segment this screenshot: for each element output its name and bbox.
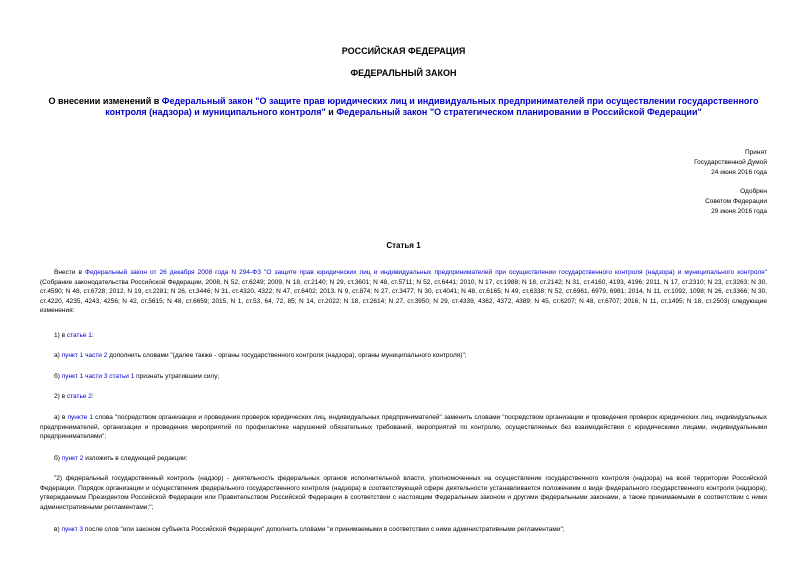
item-2c-pre: в) xyxy=(54,526,62,533)
item-2c-post: после слов "или законом субъекта Российской Федерации" дополнить словами "и принимаемыми в соответствии с ними административными регламентами"; xyxy=(83,526,565,533)
federation-heading: РОССИЙСКАЯ ФЕДЕРАЦИЯ xyxy=(341,46,466,56)
title-middle: и xyxy=(325,107,337,117)
item-2c xyxy=(40,525,767,535)
item-2c-link[interactable]: пункт 3 xyxy=(61,526,84,533)
quoted-definition: "2) федеральный государственный контроль (надзор) - деятельность федеральных органов исполнительной власти, уполномоченных на осуществление государственного контроля (надзора) на всей территории Российской Федерации. Порядок организации и осуществления федерального государственного контроля (надзора) в соответствующей сфере деятельности устанавливается положением о виде федерального государственного контроля (надзора), утверждаемым Президентом Российской Федерации или Правительством Российской Федерации в соответствии с настоящим Федеральным законом и другими федеральными законами, а также принимаемыми в соответствии с ними административными регламентами;"; xyxy=(40,475,767,511)
item-2-pre: 2) в xyxy=(54,393,67,400)
item-1-post: : xyxy=(91,332,94,339)
intro-paragraph xyxy=(40,268,767,316)
item-2b-link[interactable]: пункт 2 xyxy=(61,455,84,462)
intro-law-link[interactable]: Федеральный закон от 26 декабря 2008 года N 294-ФЗ "О защите прав юридических лиц и индивидуальных предпринимателей при осуществлении государственного контроля (надзора) и муниципального контроля" xyxy=(85,269,768,276)
item-1-pre: 1) в xyxy=(54,332,67,339)
duma-label: Государственной Думой xyxy=(694,159,767,166)
item-2-link[interactable]: статье 2 xyxy=(66,393,92,400)
item-2a xyxy=(40,413,767,442)
item-2b xyxy=(40,454,767,464)
item-2a-pre: а) в xyxy=(54,414,68,421)
title-prefix: О внесении изменений в xyxy=(48,96,162,106)
item-2 xyxy=(40,392,767,402)
accepted-label: Принят xyxy=(744,149,767,156)
council-approval xyxy=(705,187,767,217)
item-2b-pre: б) xyxy=(54,455,62,462)
council-label: Советом Федерации xyxy=(705,198,767,205)
duma-date: 24 июня 2016 года xyxy=(711,169,767,176)
title-link-strategic-planning[interactable]: Федеральный закон "О стратегическом планировании в Российской Федерации" xyxy=(336,107,702,117)
approved-label: Одобрен xyxy=(740,188,767,195)
item-1b-link[interactable]: пункт 1 части 3 статьи 1 xyxy=(61,373,135,380)
item-1a xyxy=(40,351,767,361)
title-link-law-294[interactable]: Федеральный закон "О защите прав юридических лиц и индивидуальных предпринимателей при осуществлении государственного контроля (надзора) и муниципального контроля" xyxy=(105,96,759,117)
duma-acceptance xyxy=(694,148,767,178)
item-1-link[interactable]: статье 1 xyxy=(66,332,92,339)
item-2-post: : xyxy=(91,393,94,400)
item-2a-link[interactable]: пункте 1 xyxy=(67,414,94,421)
item-1 xyxy=(40,331,767,341)
item-1b xyxy=(40,372,767,382)
item-1b-post: признать утратившим силу; xyxy=(134,373,220,380)
law-title xyxy=(40,96,767,118)
intro-pre: Внести в xyxy=(54,269,85,276)
item-2b-post: изложить в следующей редакции: xyxy=(83,455,188,462)
article-heading: Статья 1 xyxy=(386,241,421,250)
council-date: 29 июня 2016 года xyxy=(711,208,767,215)
item-1b-pre: б) xyxy=(54,373,62,380)
intro-post: (Собрание законодательства Российской Федерации, 2008, N 52, ст.6249; 2009, N 18, ст.2140; N 29, ст.3601; N 48, ст.5711; N 52, ст.6441; 2010, N 17, ст.1988; N 18, ст.2142; N 31, ст.4160, 4193, 4196; 2011, N 17, ст.2310; N 23, ст.3263; N 30, ст.4590; N 48, ст.6728; 2012, N 19, ст.2281; N 26, ст.3446; N 31, ст.4320, 4322; N 47, ст.6402; 2013, N 9, ст.874; N 27, ст.3477; N 30, ст.4041; N 48, ст.6165; N 49, ст.6338; N 52, ст.6961, 6979, 6981; 2014, N 11, ст.1092, 1098; N 26, ст.3366; N 30, ст.4220, 4235, 4243, 4256; N 42, ст.5615; N 48, ст.6659; 2015, N 1, ст.53, 64, 72, 85; N 14, ст.2022; N 18, ст.2614; N 27, ст.3950; N 29, ст.4339, 4362, 4372, 4389; N 45, ст.6207; N 48, ст.6707; 2016, N 11, ст.1495; N 18, ст.2503) следующие изменения: xyxy=(40,278,767,315)
item-1a-pre: а) xyxy=(54,352,62,359)
item-1a-link[interactable]: пункт 1 части 2 xyxy=(61,352,108,359)
item-2a-post: слова "посредством организации и проведения проверок юридических лиц, индивидуальных предпринимателей" заменить словами "посредством организации и проведения проверок юридических лиц, индивидуальных предпринимателей, организации и проведения мероприятий по профилактике нарушений обязательных требований, мероприятий по контролю, осуществляемых без взаимодействия с юридическими лицами, индивидуальными предпринимателями"; xyxy=(40,414,767,441)
law-type-heading: ФЕДЕРАЛЬНЫЙ ЗАКОН xyxy=(350,68,457,78)
item-1a-post: дополнить словами "(далее также - органы государственного контроля (надзора), органы муниципального контроля)"; xyxy=(107,352,467,359)
